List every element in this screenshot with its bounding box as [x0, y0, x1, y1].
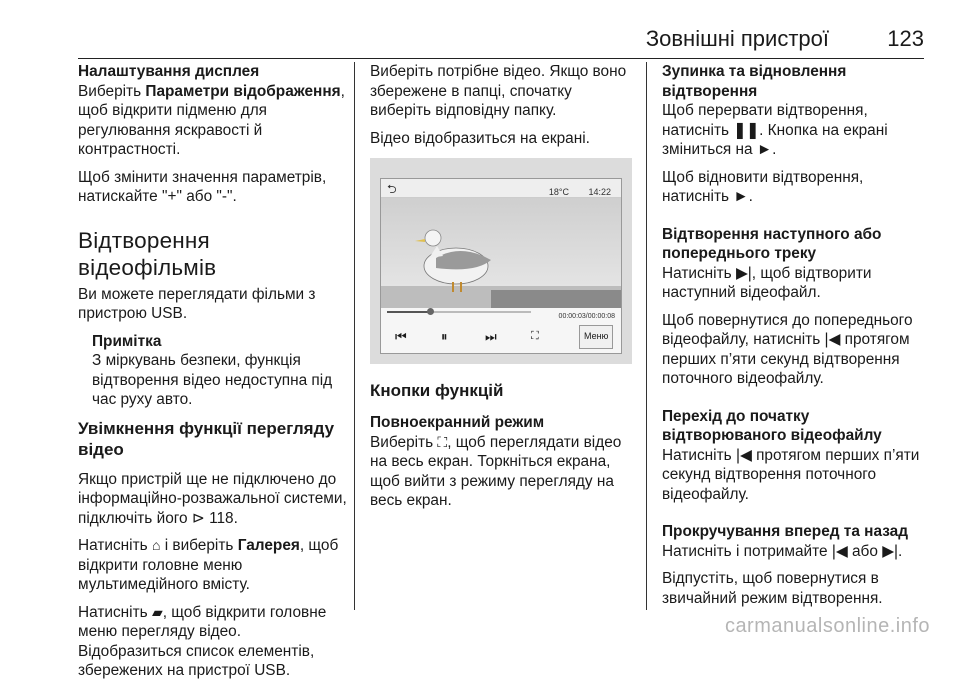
back-icon: ⮌: [387, 182, 397, 196]
progress-track[interactable]: [387, 311, 531, 313]
progress-fill: [387, 311, 430, 313]
previous-icon: |◀: [831, 542, 848, 560]
page-title: Зовнішні пристрої: [645, 26, 829, 51]
column-3: [662, 62, 924, 616]
paragraph: Відпустіть, щоб повернутися в звичайний режим відтворення.: [662, 570, 883, 607]
column-1: [78, 62, 348, 689]
subheading: Налаштування дисплея: [78, 63, 260, 80]
paragraph: Ви можете переглядати фільми з пристрою USB.: [78, 285, 316, 322]
column-divider: [354, 62, 355, 610]
previous-icon: |◀: [735, 446, 752, 464]
status-bar: [381, 179, 621, 198]
play-icon: ►: [733, 188, 749, 205]
playback-time: 00:00:03/00:00:08: [558, 313, 615, 320]
previous-icon[interactable]: ⏮: [395, 329, 407, 344]
fullscreen-icon[interactable]: ⛶: [531, 330, 539, 342]
subheading: Повноекранний режим: [370, 414, 545, 431]
page-number: 123: [887, 26, 924, 51]
progress-knob[interactable]: [427, 308, 434, 315]
menu-button[interactable]: Меню: [579, 325, 613, 349]
paragraph: Відео відобразиться на екрані.: [370, 129, 590, 147]
next-icon: ▶|: [882, 542, 899, 560]
header-divider: [78, 58, 924, 59]
subheading: Прокручування вперед та назад: [662, 523, 909, 540]
video-icon: ▰: [151, 603, 163, 620]
paragraph: Натисніть і потримайте |◀ або ▶|.: [662, 542, 903, 560]
screen-illustration: [370, 158, 632, 364]
paragraph: Виберіть ⛶, щоб переглядати відео на весь екран. Торкніться екрана, щоб вийти з режиму перегляду на весь екран.: [370, 433, 622, 509]
note-title: Примітка: [92, 332, 162, 350]
paragraph: Якщо пристрій ще не підключено до інформаційно-розважальної системи, підключіть його ⊳ 118.: [78, 470, 347, 527]
page-header: [78, 26, 924, 56]
previous-icon: |◀: [824, 331, 841, 348]
paragraph: Натисніть |◀ протягом перших п’яти секунд відтворення поточного відеофайлу.: [662, 446, 920, 503]
fullscreen-icon: ⛶: [437, 433, 448, 450]
paragraph: Щоб змінити значення параметрів, натискайте "+" або "-".: [78, 168, 327, 205]
note-text: З міркувань безпеки, функція відтворення відео недоступна під час руху авто.: [92, 352, 333, 408]
next-icon[interactable]: ⏭: [485, 329, 497, 344]
play-icon: ►: [756, 141, 773, 158]
temperature: 18°C: [548, 187, 569, 197]
section-heading: Увімкнення функції перегляду відео: [78, 418, 335, 459]
paragraph: Виберіть Параметри відображення, щоб відкрити підменю для регулювання яскравості й контрастності.: [78, 82, 345, 158]
paragraph: Натисніть ▶|, щоб відтворити наступний відеофайл.: [662, 264, 872, 301]
playback-controls: [381, 319, 621, 349]
paragraph: Натисніть ⌂ і виберіть Галерея, щоб відкрити головне меню мультимедійного вмісту.: [78, 537, 339, 593]
section-heading: Кнопки функцій: [370, 381, 504, 400]
paragraph: Щоб перервати відтворення, натисніть ❚❚. Кнопка на екрані зміниться на ►.: [662, 102, 888, 158]
column-2: [370, 62, 632, 519]
home-icon: ⌂: [151, 537, 161, 553]
column-divider: [646, 62, 647, 610]
paragraph: Щоб відновити відтворення, натисніть ►.: [662, 168, 864, 205]
video-screen: [380, 178, 622, 354]
pause-icon: ❚❚: [733, 121, 760, 139]
paragraph: Виберіть потрібне відео. Якщо воно збережене в папці, спочатку виберіть відповідну папку.: [370, 63, 627, 119]
subheading: Зупинка та відновлення відтворення: [662, 63, 847, 100]
subheading: Відтворення наступного або попереднього треку: [662, 225, 882, 262]
section-heading: Відтворення відеофільмів: [78, 227, 217, 280]
paragraph: Відобразиться список елементів, збережених на пристрої USB.: [78, 642, 315, 679]
next-icon: ▶|: [735, 264, 752, 282]
pause-icon[interactable]: ⏸: [441, 329, 448, 344]
subheading: Перехід до початку відтворюваного відеофайлу: [662, 407, 882, 444]
clock: 14:22: [588, 187, 611, 197]
paragraph: Щоб повернутися до попереднього відеофайлу, натисніть |◀ протягом перших п’яти секунд відтворення поточного відеофайлу.: [662, 311, 913, 387]
watermark: carmanualsonline.info: [724, 615, 930, 637]
seagull-image: [381, 198, 621, 308]
page-ref-icon: ⊳: [191, 509, 205, 527]
paragraph: Натисніть ▰, щоб відкрити головне меню перегляду відео.: [78, 603, 327, 640]
